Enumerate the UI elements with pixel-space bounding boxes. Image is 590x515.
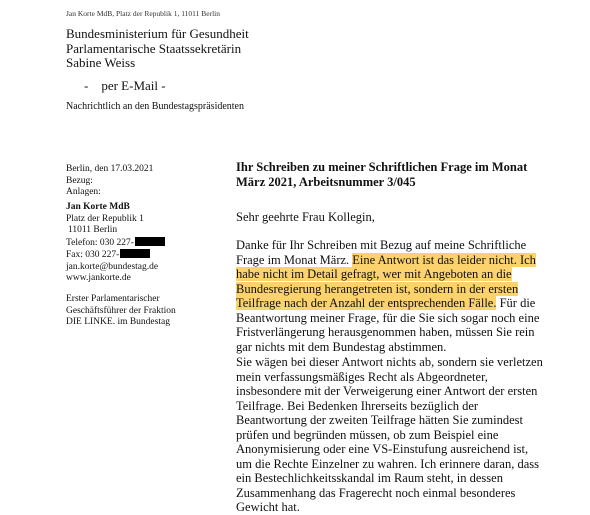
letter-subject <box>236 160 566 189</box>
text-line: prüfen und begründen müssen, ob zum Beispiel eine <box>236 427 499 442</box>
text-line: Fristverlängerung herausgenommen haben, müssen Sie rein <box>236 325 535 339</box>
recipient-line: Sabine Weiss <box>66 55 136 70</box>
body-paragraph-2 <box>236 355 566 515</box>
role-line: Geschäftsführer der Fraktion <box>66 305 176 316</box>
highlighted-text: Teilfrage nach der Anzahl der entsprechenden Fälle. <box>236 296 497 310</box>
subject-line: März 2021, Arbeitsnummer 3/045 <box>236 174 416 189</box>
text-segment: Für die <box>496 296 536 310</box>
text-line <box>236 296 566 311</box>
sender-city: 11011 Berlin <box>68 225 118 235</box>
cc-note: Nachrichtlich an den Bundestagspräsidenten <box>66 101 244 112</box>
text-line: Sie wägen bei dieser Antwort nichts ab, sondern sie verletzen <box>236 355 543 369</box>
sender-street: Platz der Republik 1 <box>66 213 144 224</box>
sender-return-address: Jan Korte MdB, Platz der Republik 1, 11011 Berlin <box>66 9 221 18</box>
sender-name: Jan Korte MdB <box>66 202 130 212</box>
text-line <box>236 253 566 268</box>
highlighted-text: Bundesregierung herangetreten ist, sondern in der ersten <box>236 281 519 296</box>
redaction-bar <box>135 237 165 246</box>
delivery-method: - per E-Mail - <box>84 78 166 93</box>
text-line: Teilfrage. Bei Bedenken Ihrerseits bezüglich der <box>236 398 479 413</box>
text-line <box>236 267 566 282</box>
sender-fax <box>66 249 165 262</box>
salutation: Sehr geehrte Frau Kollegin, <box>236 210 375 224</box>
body-paragraph-1 <box>236 238 566 354</box>
letter-meta <box>66 164 153 199</box>
text-line: Zusammenhang das Fragerecht noch einmal besonderes <box>236 485 516 500</box>
sender-contact-block <box>66 202 165 285</box>
text-line: mein verfassungsmäßiges Recht als Abgeordneter, <box>236 369 488 384</box>
role-line: DIE LINKE. im Bundestag <box>66 317 170 327</box>
redaction-bar <box>120 249 150 258</box>
subject-line: Ihr Schreiben zu meiner Schriftlichen Frage im Monat <box>236 160 528 174</box>
sender-email: jan.korte@bundestag.de <box>66 261 159 272</box>
text-line <box>236 282 566 297</box>
recipient-line: Parlamentarische Staatssekretärin <box>66 40 242 56</box>
text-line: Anonymisierung oder eine VS-Einstufung ausreichend ist, <box>236 442 529 456</box>
text-line: um die Rechte Einzelner zu wahren. Ich erinnere daran, dass <box>236 456 539 471</box>
highlighted-text: Eine Antwort ist das leider nicht. Ich <box>352 252 536 267</box>
reference-label: Bezug: <box>66 175 93 186</box>
highlighted-text: habe nicht im Detail gefragt, wer mit Angeboten an die <box>236 267 512 281</box>
text-line: Beantwortung der zweiten Teilfrage hätten Sie zumindest <box>236 413 523 427</box>
sender-phone <box>66 237 165 250</box>
text-segment: Frage im Monat März. <box>236 252 353 267</box>
text-line: Gewicht hat. <box>236 500 300 514</box>
phone-label: Telefon: 030 227- <box>66 237 134 248</box>
role-line: Erster Parlamentarischer <box>66 294 160 304</box>
text-line: Danke für Ihr Schreiben mit Bezug auf meine Schriftliche <box>236 238 527 252</box>
attachments-label: Anlagen: <box>66 187 101 197</box>
text-line: Beantwortung meiner Frage, für die Sie sich sogar noch eine <box>236 310 540 325</box>
text-line: insbesondere mit der Verweigerung einer Antwort der ersten <box>236 384 538 398</box>
fax-label: Fax: 030 227- <box>66 250 120 260</box>
text-line: gar nichts mit dem Bundestag abstimmen. <box>236 339 447 354</box>
recipient-address <box>66 27 249 71</box>
letter-date: Berlin, den 17.03.2021 <box>66 164 154 174</box>
recipient-line: Bundesministerium für Gesundheit <box>66 26 249 41</box>
sender-role <box>66 294 176 329</box>
sender-website: www.jankorte.de <box>66 273 131 283</box>
text-line: ein Bestechlichkeitsskandal im Raum steht, in dessen <box>236 471 503 485</box>
